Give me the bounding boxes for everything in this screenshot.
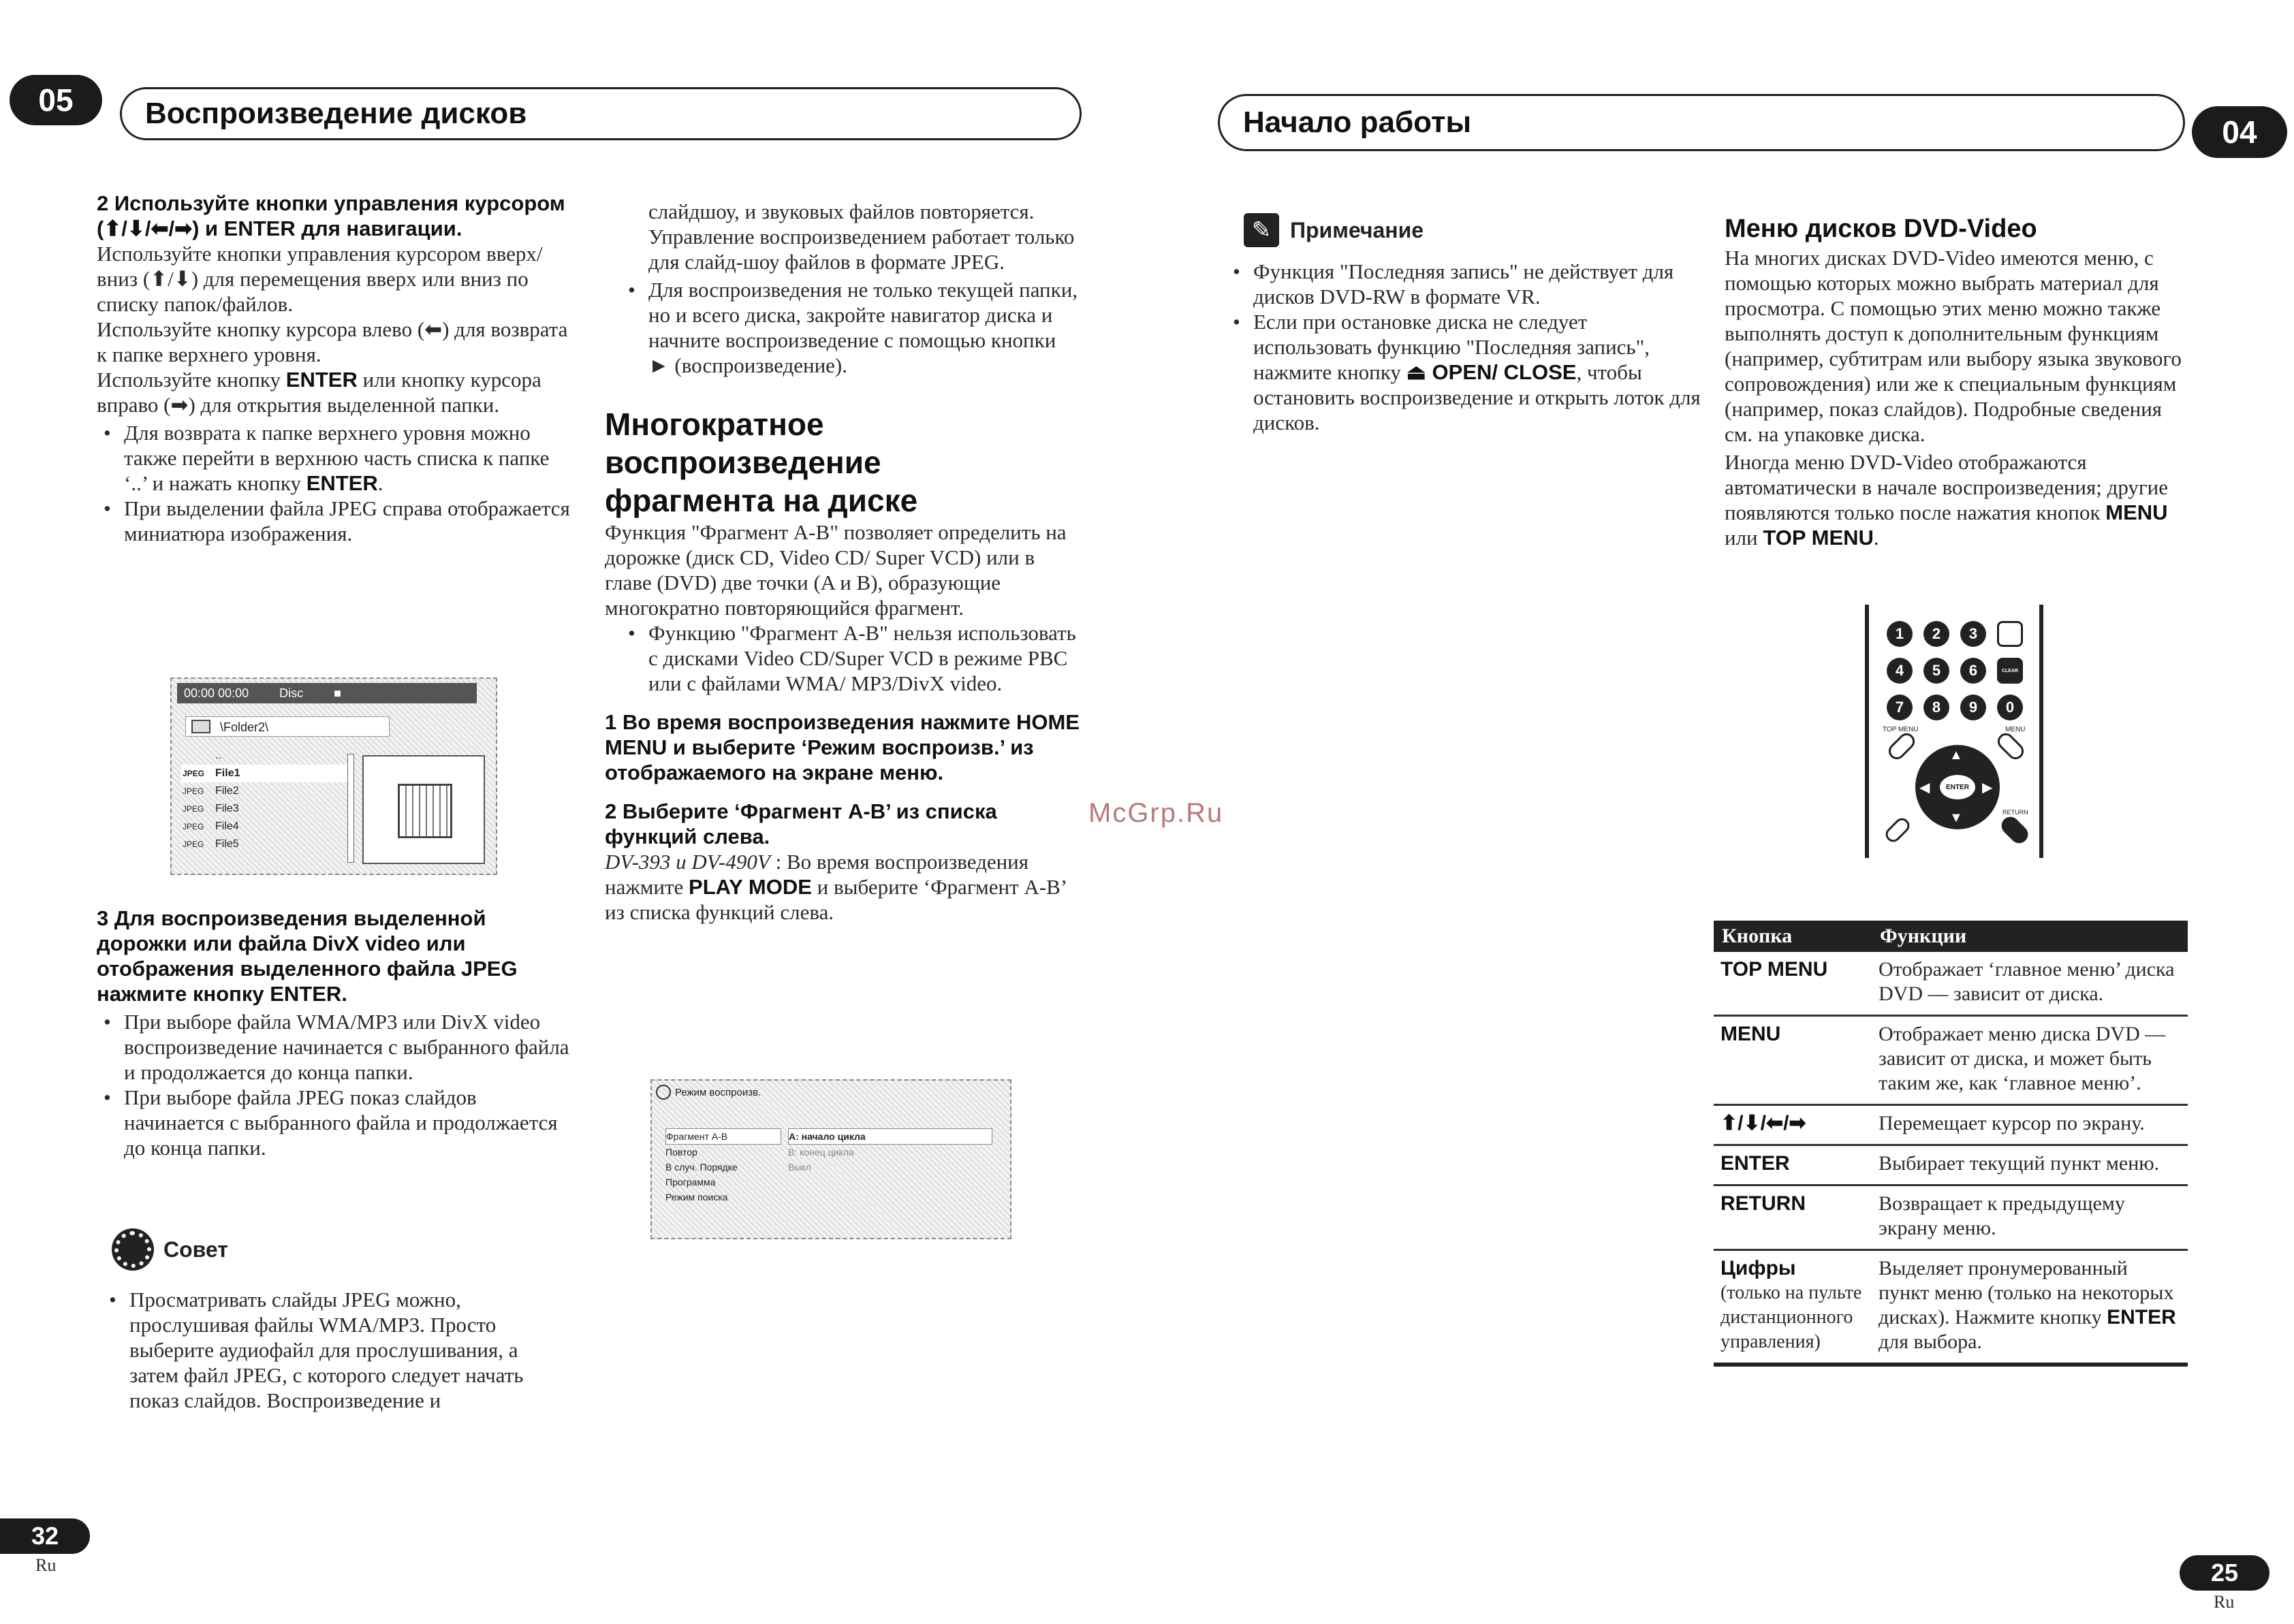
cursor-pad [1915,745,2000,829]
menu-button [1994,730,2027,763]
blank-oval-button [1883,815,1913,845]
section-title-right [1218,94,2185,151]
left-col-1 [97,191,574,546]
return-label: RETURN [2002,809,2028,816]
ab-step2: 2 Выберите ‘Фрагмент A-B’ из списка функций слева. [605,799,997,848]
play-mode-item: Режим поиска [665,1192,728,1203]
section-title-text: Воспроизведение дисков [145,97,527,130]
play-mode-icon [656,1085,671,1100]
step2-bullet-2: • При выделении файла JPEG справа отображается миниатюра изображения. [97,496,574,546]
note-title: Примечание [1290,217,1424,242]
step2-p1: Используйте кнопки управления курсором вверх/вниз (⬆/⬇) для перемещения вверх или вниз по списку папок/файлов. [97,242,543,316]
step2-heading: 2 Используйте кнопки управления курсором (⬆/⬇/⬅/➡) и ENTER для навигации. [97,191,565,240]
step3-bullet-1: • При выборе файла WMA/MP3 или DivX video воспроизведение начинается с выбранного файла и продолжается до конца папки. [97,1009,574,1085]
thumbnail-image-icon [398,784,452,838]
play-mode-item: Повтор [665,1147,697,1158]
return-button [1998,813,2031,846]
tip-heading [114,1229,387,1270]
step2-bullet-1: • Для возврата к папке верхнего уровня можно также перейти в верхнюю часть списка к папке ‘..’ и нажать кнопку ENTER. [97,420,574,496]
ab-intro: Функция "Фрагмент A-B" позволяет определить на дорожке (диск CD, Video CD/ Super VCD) или в главе (DVD) две точки (A и B), образующие многократно повторяющийся фрагмент. [605,520,1067,620]
ab-step1: 1 Во время воспроизведения нажмите HOME MENU и выберите ‘Режим воспроизв.’ из отображаемого на экране меню. [605,710,1080,784]
chapter-badge-right [2192,106,2287,158]
digit-button-7: 7 [1887,695,1913,720]
lightbulb-icon [114,1231,151,1268]
table-header: Функции [1872,921,2188,952]
tip-body [102,1287,572,1413]
play-mode-option: Выкл [788,1162,811,1173]
chapter-number: 05 [38,82,74,118]
table-row: RETURN Возвращает к предыдущему экрану меню. [1714,1185,2188,1250]
digit-button-1: 1 [1887,621,1913,647]
col2-cont: слайдшоу, и звуковых файлов повторяется. Управление воспроизведением работает только для слайд-шоу файлов в формате JPEG. [648,200,1075,274]
lang-right: Ru [2214,1592,2235,1612]
osd-file-row: JPEG File5 [183,838,239,850]
section-title-left [120,87,1082,140]
disc-navigator-screenshot [170,678,497,875]
play-mode-title: Режим воспроизв. [656,1085,761,1100]
page-number-left: 32 [0,1518,90,1554]
enter-button: ENTER [1940,775,1975,799]
play-mode-options [788,1128,992,1175]
digit-button-5: 5 [1923,658,1949,684]
play-mode-item: Программа [665,1177,716,1188]
chapter-badge-left [10,75,102,125]
dvd-menu-p1: На многих дисках DVD-Video имеются меню, с помощью которых можно выбрать материал для просмотра. С помощью этих меню можно также выполнять доступ к дополнительным функциям (например, субтитрам или выбору языка звукового сопровождения) или же к специальным функциям (например, показ слайдов). Подробные сведения см. на упаковке диска. [1725,246,2182,446]
play-mode-list [665,1128,781,1205]
section-title-text: Начало работы [1243,106,1472,139]
functions-table-wrap [1714,921,2188,1367]
osd-mode: Disc [279,686,304,700]
table-header: Кнопка [1714,921,1872,952]
digit-button-4: 4 [1887,658,1913,684]
clear-button: CLEAR [1997,658,2023,684]
ab-repeat-heading: Многократное воспроизведение фрагмента на диске [605,407,918,518]
osd-file-row: JPEG File1 [181,765,351,782]
functions-table [1714,921,2188,1367]
play-mode-item: В случ. Порядке [665,1162,738,1173]
digit-button-9: 9 [1960,695,1986,720]
digit-button-6: 6 [1960,658,1986,684]
table-row: TOP MENU Отображает ‘главное меню’ диска DVD — зависит от диска. [1714,952,2188,1016]
dvd-menu-section [1725,212,2195,550]
osd-scrollbar [347,754,354,863]
left-col-2 [605,199,1082,925]
note-bullet-1: • Функция "Последняя запись" не действует для дисков DVD-RW в формате VR. [1226,259,1703,309]
folder-icon [191,720,210,733]
jpeg-thumbnail [362,755,485,864]
table-row: MENU Отображает меню диска DVD — зависит от диска, и может быть таким же, как ‘главное меню’. [1714,1016,2188,1105]
arrow-left-icon: ◀ [1919,780,1930,795]
tip-title: Совет [163,1237,228,1262]
arrow-right-icon: ▶ [1982,780,1993,795]
remote-control-illustration [1865,605,2043,858]
blank-button [1997,621,2023,647]
osd-file-row: JPEG File3 [183,803,239,814]
table-row: ENTER Выбирает текущий пункт меню. [1714,1145,2188,1185]
osd-file-row: JPEG File4 [183,821,239,832]
step2-p3: Используйте кнопку ENTER или кнопку курсора вправо (➡) для открытия выделенной папки. [97,368,541,417]
dvd-menu-heading: Меню дисков DVD-Video [1725,214,2037,243]
left-col-1-lower [97,906,574,1160]
pencil-icon: ✎ [1244,213,1279,247]
step3-heading: 3 Для воспроизведения выделенной дорожки или файла DivX video или отображения выделенного файла JPEG нажмите кнопку ENTER. [97,906,518,1006]
digit-button-3: 3 [1960,621,1986,647]
osd-file-row: JPEG File2 [183,785,239,797]
play-mode-item: Фрагмент A-B [665,1128,781,1145]
digit-button-2: 2 [1923,621,1949,647]
col2-bullet-1: • Для воспроизведения не только текущей папки, но и всего диска, закройте навигатор диска и начните воспроизведение с помощью кнопки ► (воспроизведение). [621,277,1082,378]
ab-step2-detail: DV-393 и DV-490V : Во время воспроизведения нажмите PLAY MODE и выберите ‘Фрагмент A-B’ из списка функций слева. [605,850,1066,924]
arrow-down-icon: ▼ [1949,810,1963,825]
osd-top-bar: 00:00 00:00 Disc ■ [177,683,477,703]
note-heading [1244,211,1424,249]
lang-left: Ru [35,1555,57,1575]
ab-bullet: • Функцию "Фрагмент A-B" нельзя использовать с дисками Video CD/Super VCD в режиме PBC или с файлами WMA/ MP3/DivX video. [621,620,1082,696]
step2-p2: Используйте кнопку курсора влево (⬅) для возврата к папке верхнего уровня. [97,317,568,366]
osd-up-folder: .. [215,750,221,761]
note-bullet-2: • Если при остановке диска не следует использовать функцию "Последняя запись", нажмите кнопку ⏏ OPEN/ CLOSE, чтобы остановить воспроизведение и открыть лоток для дисков. [1226,309,1703,435]
osd-path: \Folder2\ [185,716,390,737]
watermark: McGrp.Ru [1088,798,1224,828]
chapter-number: 04 [2222,114,2257,150]
menu-label: MENU [2005,726,2026,733]
tip-bullet: • Просматривать слайды JPEG можно, прослушивая файлы WMA/MP3. Просто выберите аудиофайл для прослушивания, а затем файл JPEG, с которого следует начать показ слайдов. Воспроизведение и [102,1287,572,1413]
dvd-menu-p2: Иногда меню DVD-Video отображаются автоматически в начале воспроизведения; другие появляются только после нажатия кнопок MENU или TOP MENU. [1725,450,2168,550]
play-mode-option: A: начало цикла [788,1128,992,1145]
play-mode-option: B: конец цикла [788,1147,854,1158]
table-row: Цифры (только на пульте дистанционного управления) Выделяет пронумерованный пункт меню (только на некоторых дисках). Нажмите кнопку ENTER для выбора. [1714,1250,2188,1365]
step3-bullet-2: • При выборе файла JPEG показ слайдов начинается с выбранного файла и продолжается до конца папки. [97,1085,574,1160]
osd-time: 00:00 00:00 [184,686,249,700]
play-mode-screenshot [650,1079,1011,1239]
top-menu-button [1885,730,1918,763]
digit-button-8: 8 [1923,695,1949,720]
page-number-right: 25 [2180,1555,2269,1591]
note-body [1226,259,1703,435]
top-menu-label: TOP MENU [1883,726,1919,733]
table-row: ⬆/⬇/⬅/➡ Перемещает курсор по экрану. [1714,1105,2188,1145]
arrow-up-icon: ▲ [1949,748,1963,763]
digit-button-0: 0 [1997,695,2023,720]
osd-file-list [181,747,351,870]
